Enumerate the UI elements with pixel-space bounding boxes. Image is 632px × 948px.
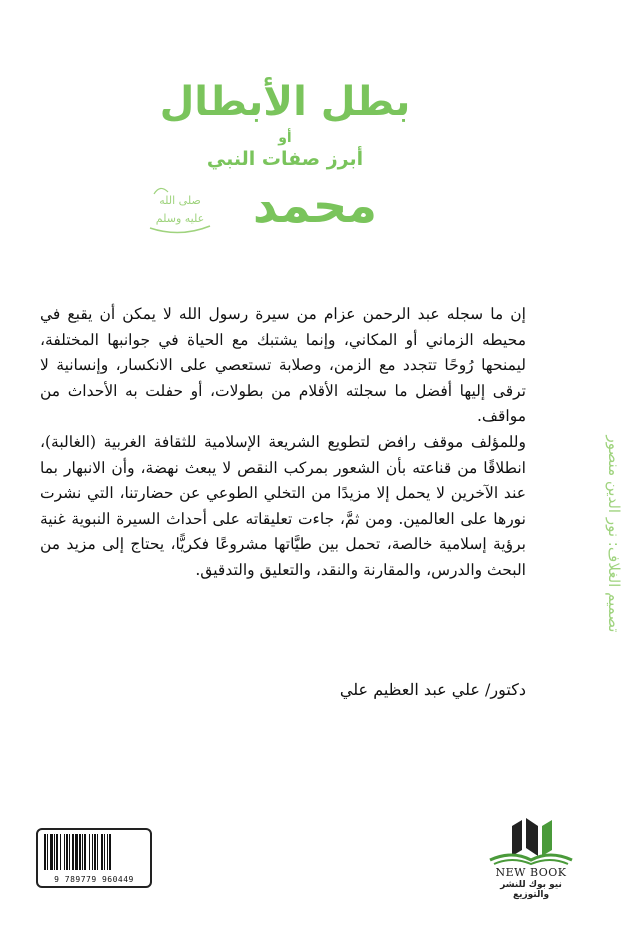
open-book-logo-icon bbox=[482, 816, 580, 866]
publisher-name-ar: نيو بوك للنشر والتوزيع bbox=[500, 880, 562, 900]
barcode-bar bbox=[75, 834, 78, 870]
salawat-text-2: عليه وسلم bbox=[155, 212, 205, 225]
barcode-bar bbox=[56, 834, 58, 870]
barcode-bars-icon bbox=[42, 834, 146, 870]
back-cover-blurb bbox=[40, 302, 526, 584]
publisher-name-en: NEW BOOK bbox=[495, 866, 567, 879]
barcode-bar bbox=[47, 834, 48, 870]
isbn-barcode bbox=[36, 828, 152, 888]
barcode-bar bbox=[94, 834, 96, 870]
blurb-paragraph-2: وللمؤلف موقف رافض لتطويع الشريعة الإسلامية للثقافة الغربية (الغالبة)، انطلاقًا من قناعته بأن الشعور بمركب النقص لا يبعث نهضة، وأن الانبهار بما عند الآخرين لا يحمل إلا مزيدًا من التخلي الطوعي عن حضارتنا، التي نشرت نورها على العالمين. ومن ثمَّ، جاءت تعليقاته على أحداث السيرة النبوية غنية برؤية إسلامية خالصة، تحمل بين طيَّاتها مشروعًا فكريًّا، يحتاج إلى مزيد من البحث والدرس، والمقارنة والنقد، والتعليق والتدقيق. bbox=[40, 432, 526, 579]
barcode-bar bbox=[92, 834, 93, 870]
barcode-bar bbox=[50, 834, 53, 870]
barcode-bar bbox=[82, 834, 83, 870]
book-title: بطل الأبطال bbox=[159, 79, 411, 125]
isbn-number: 9 789779 960449 bbox=[54, 875, 134, 884]
salawat-calligraphy-icon bbox=[140, 180, 220, 240]
barcode-bar bbox=[72, 834, 74, 870]
barcode-bar bbox=[97, 834, 98, 870]
barcode-bar bbox=[64, 834, 65, 870]
blurb-paragraph-1: إن ما سجله عبد الرحمن عزام من سيرة رسول الله لا يمكن أن يقبع في محيطه الزماني أو المكاني، وإنما يشتبك مع الحياة في جوانبها المختلفة، ليمنحها رُوحًا تتجدد مع الزمن، وصلابة تستعصي على الانكسار، وإنسانية لا ترقى إليها أفضل ما سجلته الأقلام من بطولات، أو حفلت به الأحداث من مواقف. bbox=[40, 305, 526, 426]
cover-design-credit bbox=[592, 420, 632, 670]
barcode-bar bbox=[107, 834, 108, 870]
cover-design-credit-text: تصميم الغلاف: نور الدين منصور bbox=[605, 435, 623, 633]
barcode-bar bbox=[54, 834, 55, 870]
barcode-bar bbox=[79, 834, 81, 870]
barcode-bar bbox=[101, 834, 103, 870]
barcode-bar bbox=[66, 834, 68, 870]
barcode-bar bbox=[60, 834, 61, 870]
barcode-bar bbox=[89, 834, 90, 870]
author-signature: دكتور/ علي عبد العظيم علي bbox=[339, 680, 526, 699]
prophet-name: محمد bbox=[252, 178, 378, 234]
publisher-logo bbox=[482, 816, 580, 900]
title-conjunction: أو bbox=[278, 130, 292, 146]
barcode-bar bbox=[84, 834, 86, 870]
barcode-bar bbox=[109, 834, 111, 870]
barcode-bar bbox=[69, 834, 70, 870]
book-subtitle: أبرز صفات النبي bbox=[206, 148, 364, 170]
barcode-bar bbox=[104, 834, 105, 870]
salawat-text: صلى الله bbox=[159, 194, 201, 207]
barcode-bar bbox=[44, 834, 46, 870]
